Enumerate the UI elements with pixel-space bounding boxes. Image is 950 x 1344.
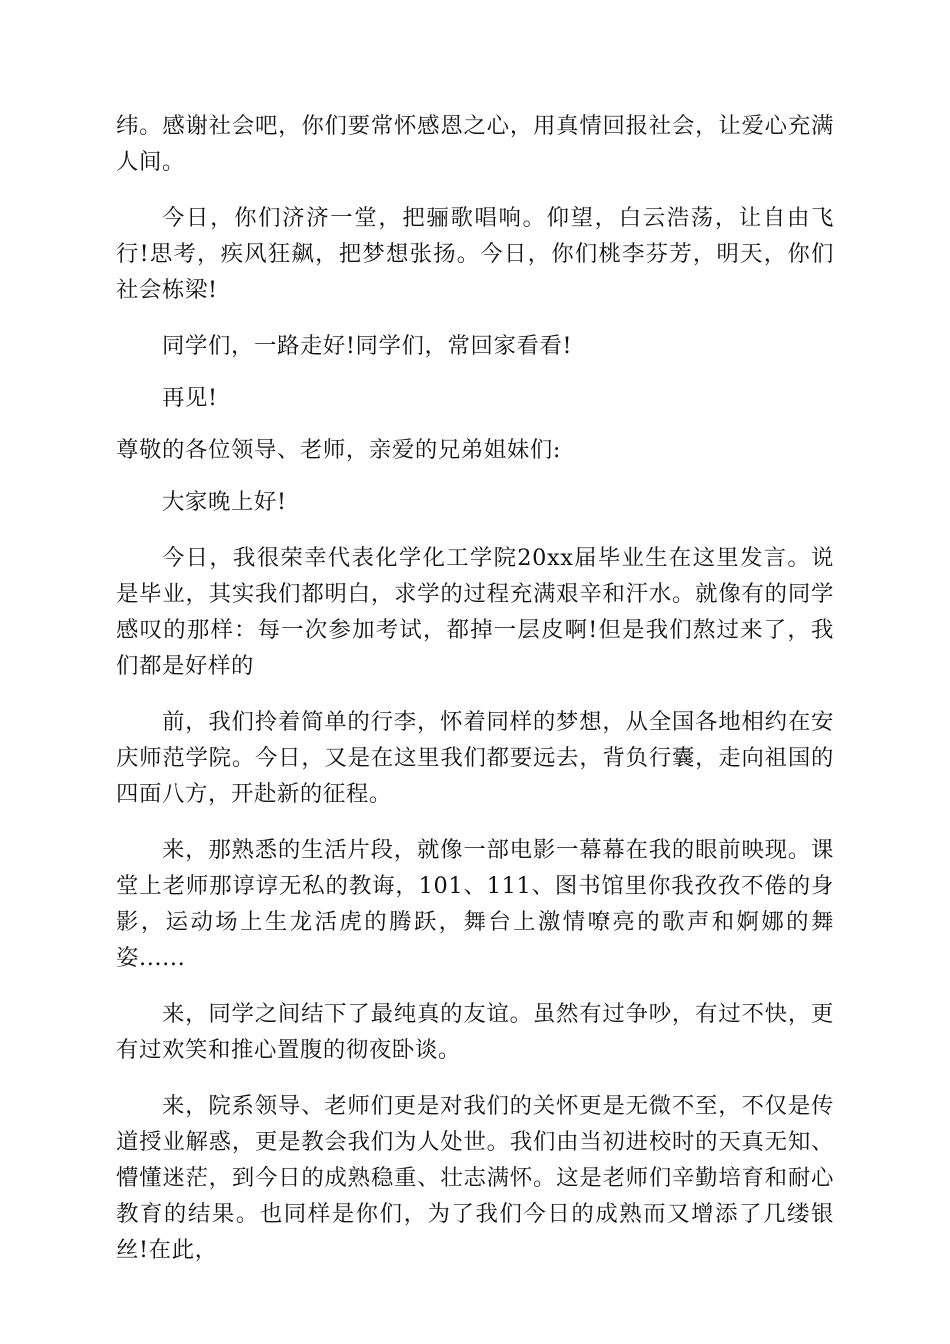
paragraph-1: 纬。感谢社会吧，你们要常怀感恩之心，用真情回报社会，让爱心充满人间。 [116, 113, 834, 175]
paragraph-8: 前，我们拎着简单的行李，怀着同样的梦想，从全国各地相约在安庆师范学院。今日，又是在这里我们都要远去，背负行囊，走向祖国的四面八方，开赴新的征程。 [116, 709, 834, 807]
paragraph-3: 同学们，一路走好!同学们，常回家看看! [162, 333, 573, 359]
paragraph-10: 来，同学之间结下了最纯真的友谊。虽然有过争吵，有过不快，更有过欢笑和推心置腹的彻夜卧谈。 [116, 1001, 834, 1063]
paragraph-9: 来，那熟悉的生活片段，就像一部电影一幕幕在我的眼前映现。课堂上老师那谆谆无私的教诲，101、111、图书馆里你我孜孜不倦的身影，运动场上生龙活虎的腾跃，舞台上激情嘹亮的歌声和婀娜的舞姿...... [116, 837, 834, 971]
paragraph-5: 尊敬的各位领导、老师，亲爱的兄弟姐妹们: [116, 437, 561, 463]
paragraph-2: 今日，你们济济一堂，把骊歌唱响。仰望，白云浩荡，让自由飞行!思考，疾风狂飙，把梦想张扬。今日，你们桃李芬芳，明天，你们社会栋梁! [116, 205, 834, 303]
paragraph-7: 今日，我很荣幸代表化学化工学院20xx届毕业生在这里发言。说是毕业，其实我们都明白，求学的过程充满艰辛和汗水。就像有的同学感叹的那样：每一次参加考试，都掉一层皮啊!但是我们熬过来了，我们都是好样的 [116, 545, 834, 679]
paragraph-6: 大家晚上好! [162, 489, 287, 515]
paragraph-11: 来，院系领导、老师们更是对我们的关怀更是无微不至，不仅是传道授业解惑，更是教会我们为人处世。我们由当初进校时的天真无知、懵懂迷茫，到今日的成熟稳重、壮志满怀。这是老师们辛勤培育和耐心教育的结果。也同样是你们，为了我们今日的成熟而又增添了几缕银丝!在此， [116, 1093, 834, 1263]
paragraph-4: 再见! [162, 385, 218, 411]
